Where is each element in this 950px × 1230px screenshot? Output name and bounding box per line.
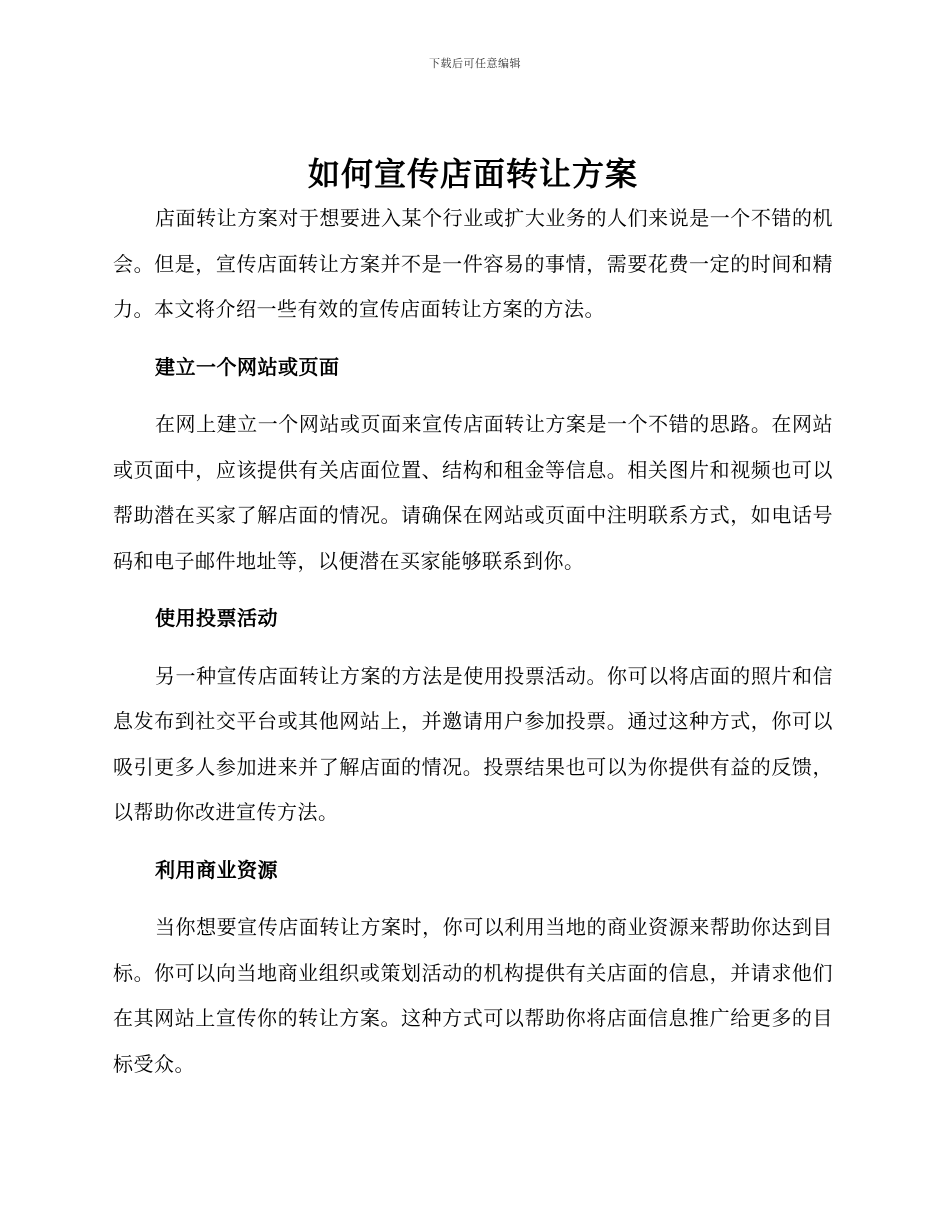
document-body <box>113 152 833 1087</box>
section-paragraph: 在网上建立一个网站或页面来宣传店面转让方案是一个不错的思路。在网站或页面中，应该提供有关店面位置、结构和租金等信息。相关图片和视频也可以帮助潜在买家了解店面的情况。请确保在网站或页面中注明联系方式，如电话号码和电子邮件地址等，以便潜在买家能够联系到你。 <box>113 412 833 573</box>
document-title: 如何宣传店面转让方案 <box>307 155 638 193</box>
page-header-note: 下载后可任意编辑 <box>429 57 521 70</box>
section-heading: 使用投票活动 <box>155 606 278 630</box>
section-paragraph: 另一种宣传店面转让方案的方法是使用投票活动。你可以将店面的照片和信息发布到社交平台或其他网站上，并邀请用户参加投票。通过这种方式，你可以吸引更多人参加进来并了解店面的情况。投票结果也可以为你提供有益的反馈，以帮助你改进宣传方法。 <box>113 663 833 824</box>
intro-paragraph: 店面转让方案对于想要进入某个行业或扩大业务的人们来说是一个不错的机会。但是，宣传店面转让方案并不是一件容易的事情，需要花费一定的时间和精力。本文将介绍一些有效的宣传店面转让方案的方法。 <box>113 206 833 321</box>
section-heading: 建立一个网站或页面 <box>155 354 340 379</box>
section-heading: 利用商业资源 <box>155 857 278 882</box>
section-paragraph: 当你想要宣传店面转让方案时，你可以利用当地的商业资源来帮助你达到目标。你可以向当地商业组织或策划活动的机构提供有关店面的信息，并请求他们在其网站上宣传你的转让方案。这种方式可以帮助你将店面信息推广给更多的目标受众。 <box>113 915 833 1076</box>
